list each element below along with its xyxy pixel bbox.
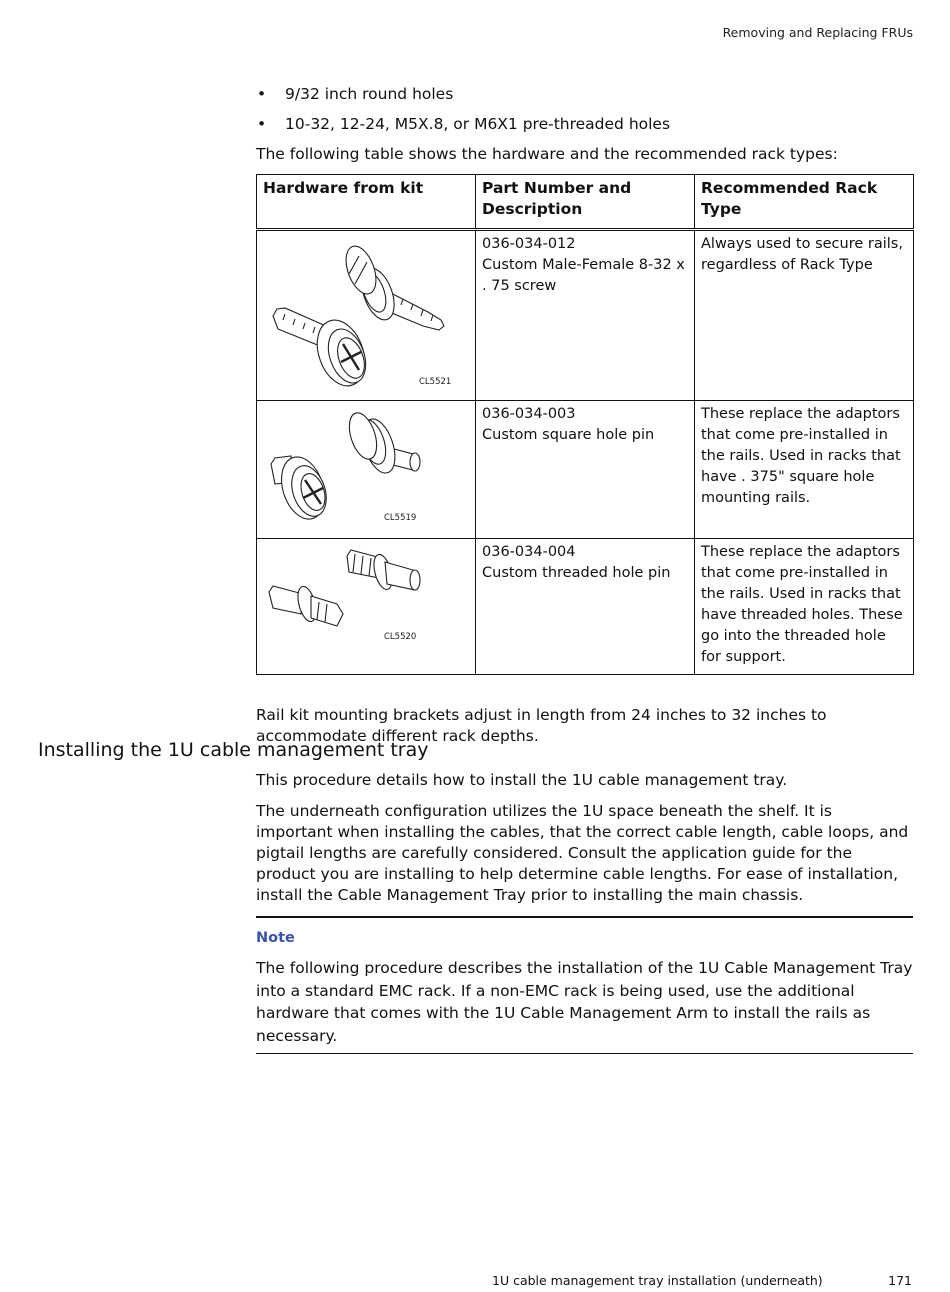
part-cell — [476, 230, 695, 401]
main-content — [256, 84, 913, 747]
square-hole-pin-illustration-icon — [263, 404, 480, 532]
part-cell — [476, 539, 695, 675]
table-row — [257, 539, 914, 675]
section-paragraph: The underneath configuration utilizes the 1U space beneath the shelf. It is important when installing the cables, that the correct cable length, cable loops, and pigtail lengths are carefully considered. Consult the application guide for the product you are installing to help determine cable lengths. For ease of installation, install the Cable Management Tray prior to installing the main chassis. — [256, 802, 909, 904]
table-row — [257, 401, 914, 539]
rack-type-cell: These replace the adaptors that come pre-installed in the rails. Used in racks that have . 375" square hole mounting rails. — [695, 401, 914, 539]
rack-type-cell: Always used to secure rails, regardless of Rack Type — [695, 230, 914, 401]
part-number: 036-034-004 — [482, 544, 576, 560]
running-header: Removing and Replacing FRUs — [722, 25, 913, 40]
page-number: 171 — [888, 1273, 912, 1288]
column-header-rack-type: Recommended Rack Type — [695, 175, 914, 230]
section-intro: This procedure details how to install the 1U cable management tray. — [256, 771, 788, 789]
note-box — [256, 916, 913, 1054]
hardware-figure-cell — [257, 539, 476, 675]
rail-kit-paragraph: Rail kit mounting brackets adjust in length from 24 inches to 32 inches to accommodate different rack depths. — [256, 706, 827, 745]
hardware-figure-cell — [257, 230, 476, 401]
hardware-figure-cell — [257, 401, 476, 539]
footer-title: 1U cable management tray installation (underneath) — [492, 1273, 823, 1288]
bullet-icon: • — [257, 85, 267, 103]
part-description: Custom threaded hole pin — [482, 565, 671, 581]
bullet-icon: • — [257, 115, 267, 133]
figure-id: CL5519 — [384, 513, 417, 523]
hardware-table — [256, 174, 914, 675]
figure-id: CL5521 — [419, 377, 452, 387]
threaded-hole-pin-illustration-icon — [263, 542, 480, 656]
figure-id: CL5520 — [384, 632, 417, 642]
section-body — [256, 770, 913, 1054]
part-description: Custom square hole pin — [482, 427, 655, 443]
hole-type-list — [256, 84, 913, 134]
column-header-part: Part Number and Description — [476, 175, 695, 230]
section-heading: Installing the 1U cable management tray — [38, 739, 429, 761]
note-label: Note — [256, 930, 295, 946]
note-text: The following procedure describes the installation of the 1U Cable Management Tray into a standard EMC rack. If a non-EMC rack is being used, use the additional hardware that comes with the 1U Cable Management Arm to install the rails as necessary. — [256, 959, 913, 1045]
list-item-text: 10-32, 12-24, M5X.8, or M6X1 pre-threaded holes — [285, 115, 671, 133]
part-description: Custom Male-Female 8-32 x . 75 screw — [482, 257, 685, 294]
part-cell — [476, 401, 695, 539]
table-intro: The following table shows the hardware and the recommended rack types: — [256, 145, 838, 163]
list-item — [256, 84, 913, 104]
list-item-text: 9/32 inch round holes — [285, 85, 454, 103]
table-row — [257, 230, 914, 401]
part-number: 036-034-012 — [482, 236, 576, 252]
part-number: 036-034-003 — [482, 406, 576, 422]
screw-illustration-icon — [263, 234, 480, 394]
rack-type-cell: These replace the adaptors that come pre-installed in the rails. Used in racks that have threaded holes. These go into the threaded hole for support. — [695, 539, 914, 675]
table-header-row — [257, 175, 914, 230]
list-item — [256, 114, 913, 134]
column-header-hardware: Hardware from kit — [257, 175, 476, 230]
